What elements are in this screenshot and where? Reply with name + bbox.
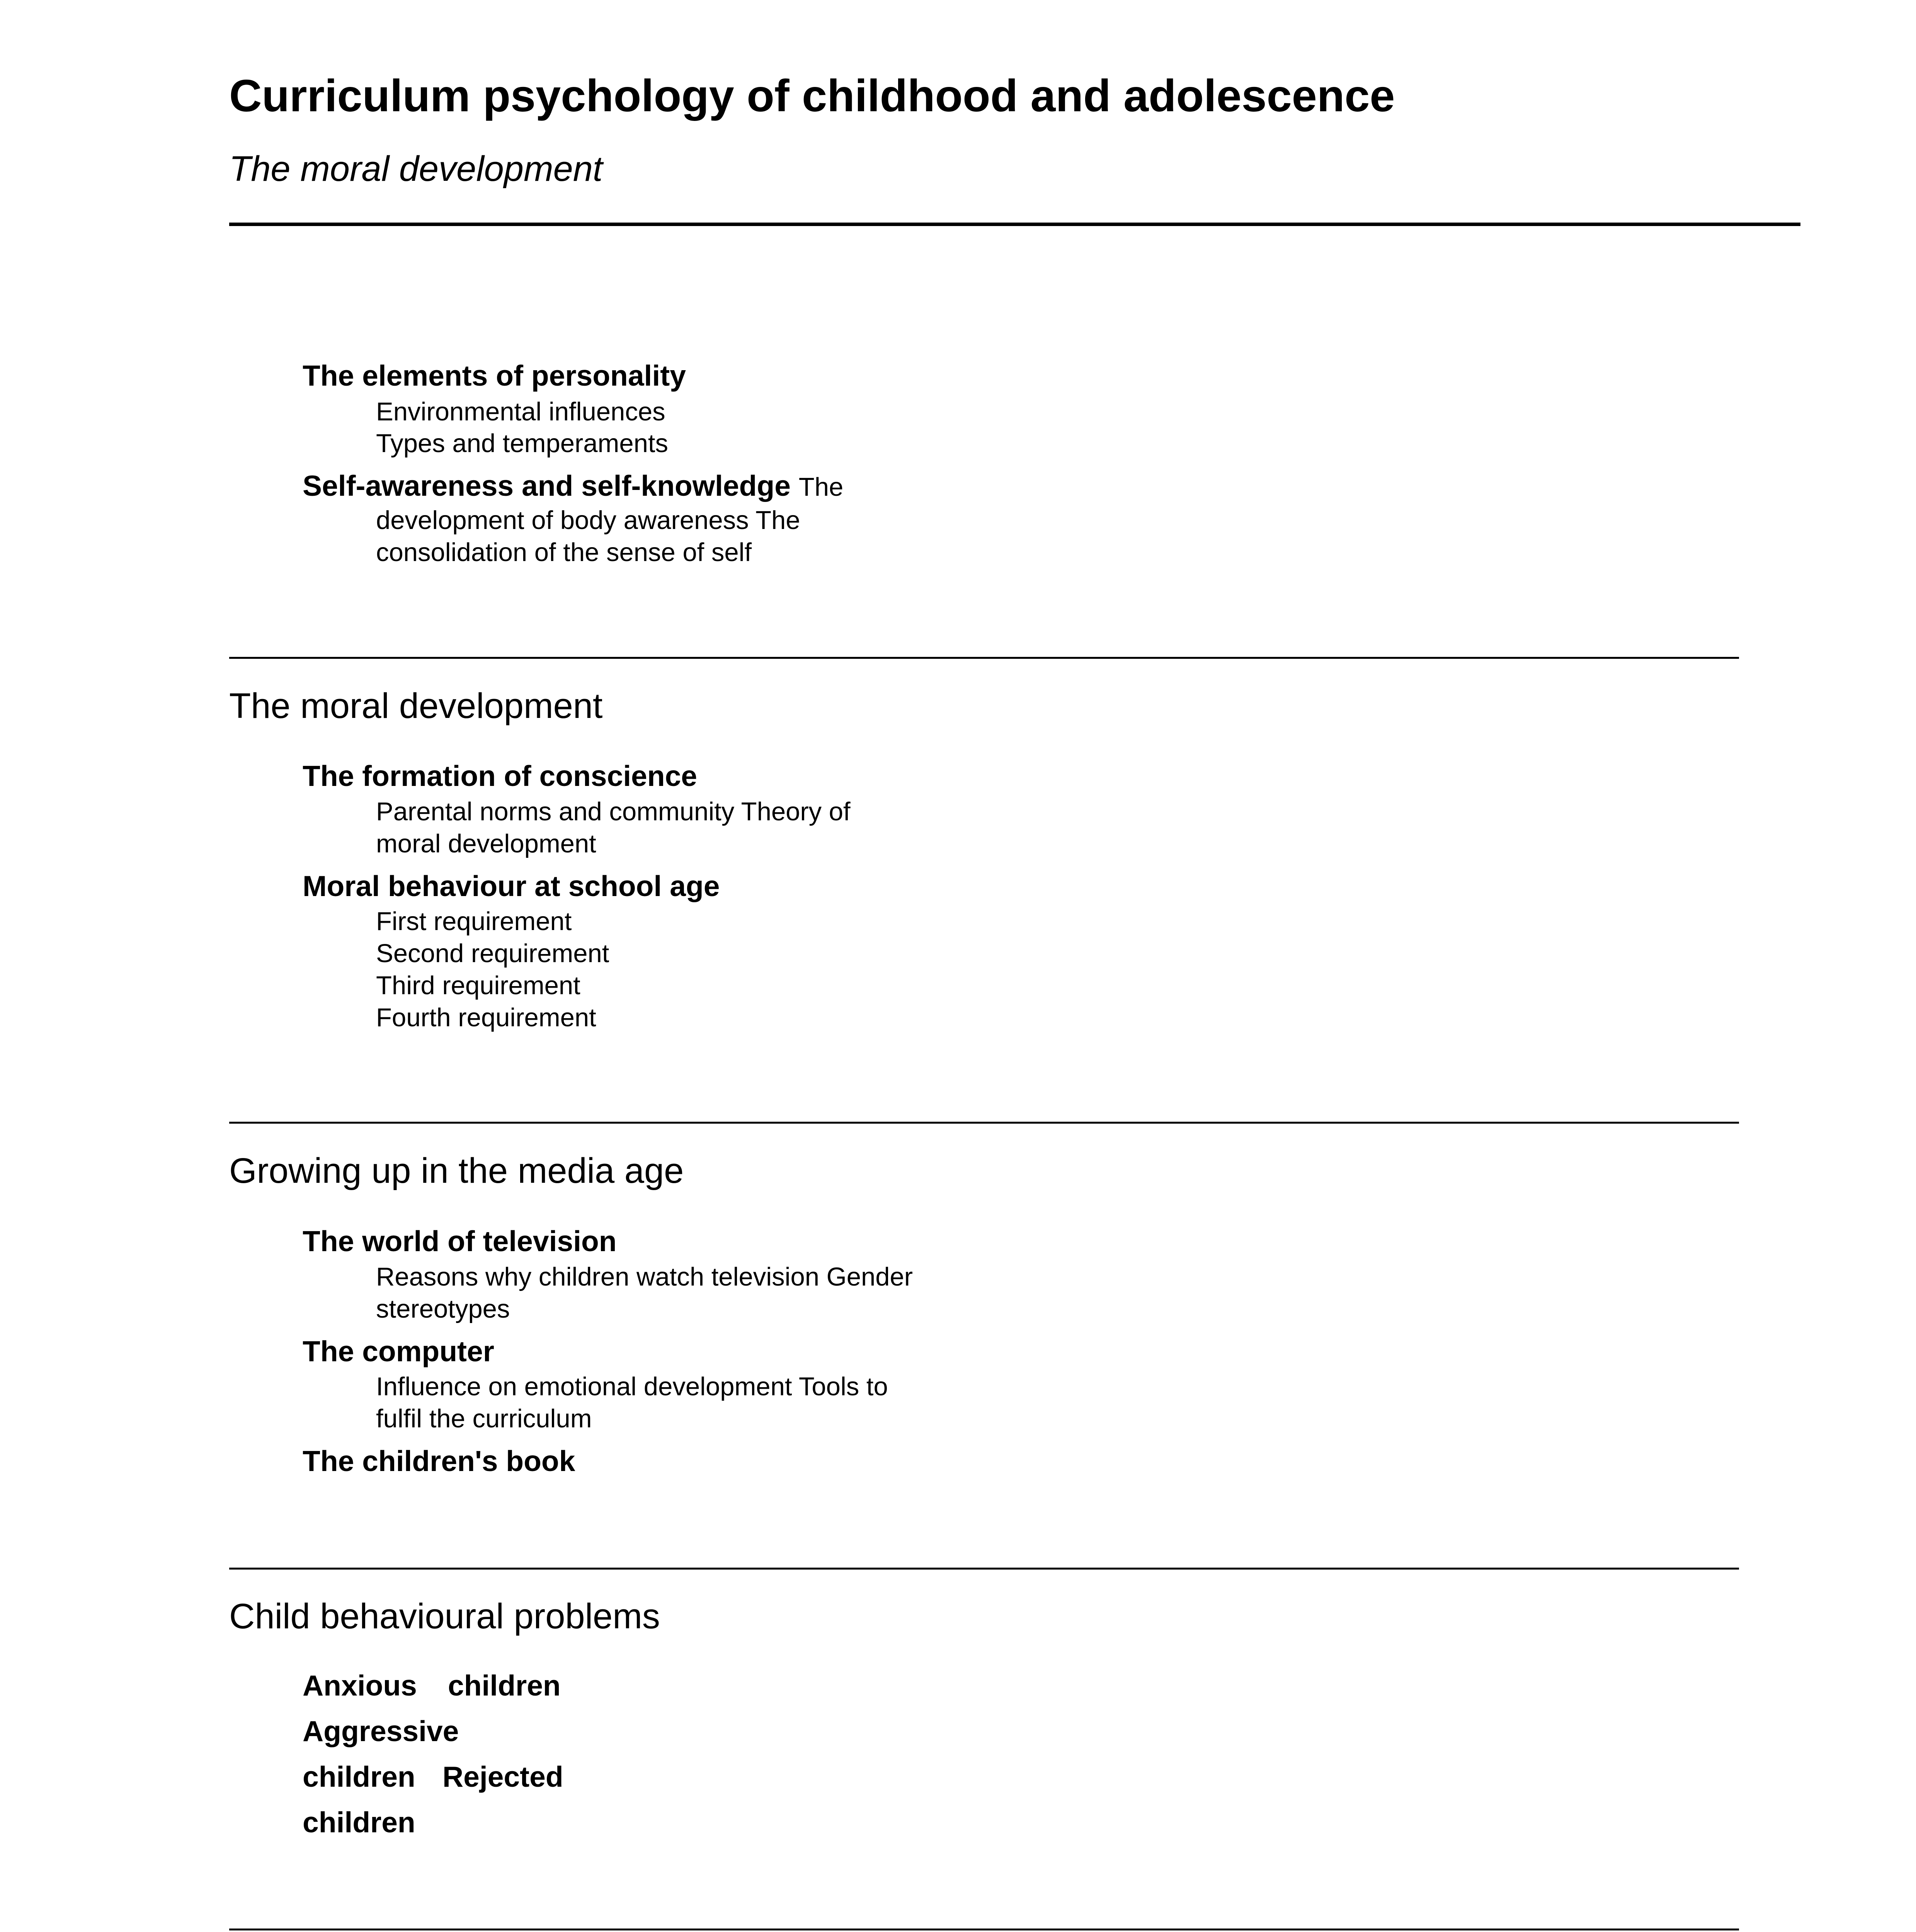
- topic-world-of-television: The world of television: [303, 1225, 617, 1257]
- subtopic-stereotypes: stereotypes: [376, 1294, 510, 1323]
- topic-self-awareness-label: Self-awareness and self-knowledge: [303, 469, 791, 502]
- topic-moral-behaviour: Moral behaviour at school age: [303, 870, 720, 902]
- document-subtitle: The moral development: [229, 149, 603, 189]
- section-divider-media: [229, 1122, 1739, 1124]
- subtopic-types-temperaments: Types and temperaments: [376, 429, 669, 458]
- topic-anxious-children: children: [448, 1669, 561, 1702]
- subtopic-sense-of-self: consolidation of the sense of self: [376, 538, 752, 567]
- section-title-media: Growing up in the media age: [229, 1151, 684, 1190]
- section-divider-problems: [229, 1568, 1739, 1570]
- subtopic-first-requirement: First requirement: [376, 907, 572, 936]
- subtopic-second-requirement: Second requirement: [376, 939, 609, 968]
- topic-rejected: Rejected: [442, 1760, 563, 1793]
- topic-elements-of-personality: The elements of personality: [303, 359, 686, 392]
- subtopic-fourth-requirement: Fourth requirement: [376, 1003, 596, 1032]
- subtopic-reasons-watch-tv: Reasons why children watch television Gender: [376, 1262, 913, 1291]
- topic-self-awareness: [303, 471, 843, 500]
- document-title: Curriculum psychology of childhood and adolescence: [229, 70, 1395, 121]
- topic-anxious: Anxious: [303, 1669, 417, 1702]
- subtopic-moral-development: moral development: [376, 829, 596, 858]
- subtopic-third-requirement: Third requirement: [376, 971, 580, 1000]
- subtopic-emotional-development: Influence on emotional development Tools to: [376, 1372, 888, 1401]
- section-divider-family: [229, 1929, 1739, 1930]
- section-divider-moral: [229, 657, 1739, 659]
- topic-aggressive: Aggressive: [303, 1715, 459, 1747]
- topic-the-computer: The computer: [303, 1335, 494, 1367]
- topic-children-2: children: [303, 1806, 415, 1838]
- topic-formation-of-conscience: The formation of conscience: [303, 760, 697, 792]
- subtopic-fulfil-curriculum: fulfil the curriculum: [376, 1404, 592, 1433]
- section-title-moral: The moral development: [229, 686, 603, 726]
- topic-childrens-book: The children's book: [303, 1445, 575, 1477]
- subtopic-body-awareness: development of body awareness The: [376, 506, 800, 535]
- topic-children: children: [303, 1760, 415, 1793]
- topic-self-awareness-inline: The: [798, 473, 844, 502]
- section-title-problems: Child behavioural problems: [229, 1597, 660, 1636]
- header-divider: [229, 223, 1800, 226]
- subtopic-parental-norms: Parental norms and community Theory of: [376, 797, 851, 826]
- subtopic-environmental-influences: Environmental influences: [376, 397, 665, 426]
